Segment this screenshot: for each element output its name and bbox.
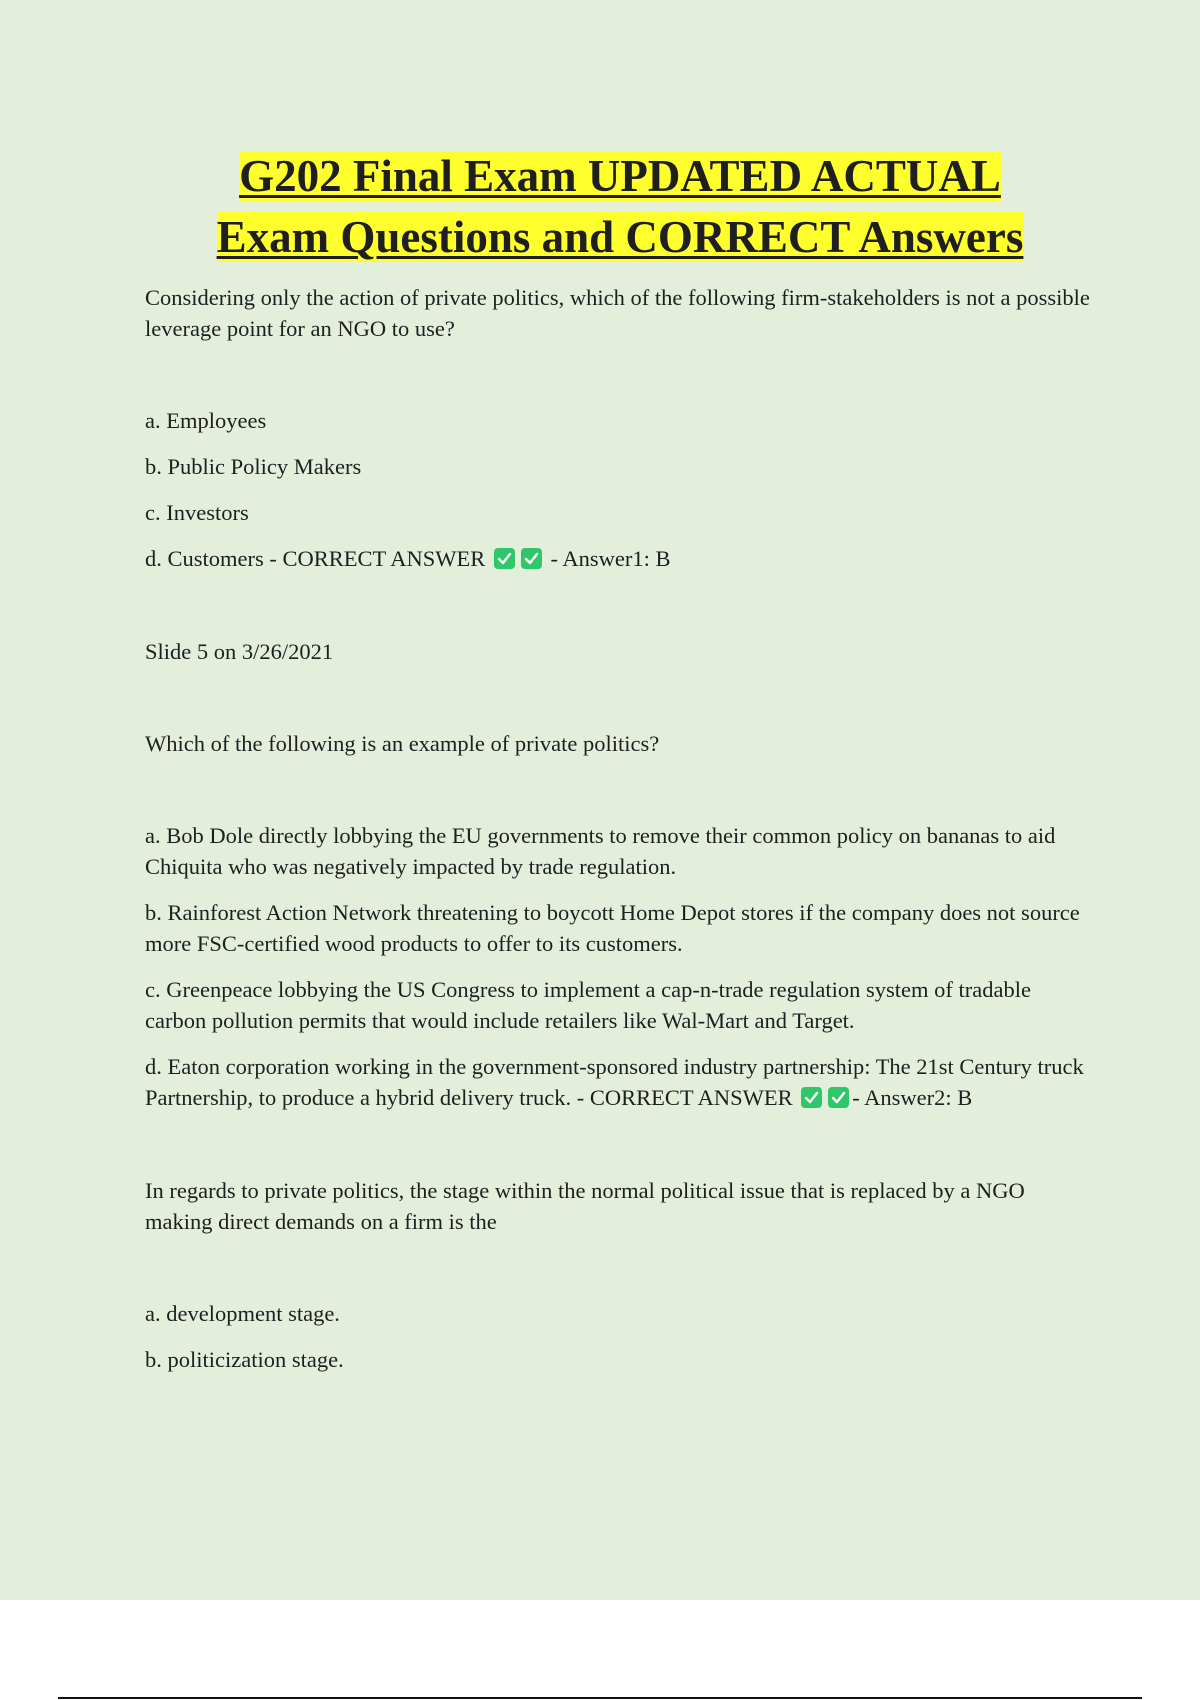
question-1-stem: Considering only the action of private politics, which of the following firm-stakeholders is not a possible leverage point for an NGO to use? [145,285,1090,341]
question-2-option-b: b. Rainforest Action Network threatening to boycott Home Depot stores if the company does not source more FSC-certified wood products to offer to its customers. [145,900,1080,956]
title-line-1: G202 Final Exam UPDATED ACTUAL [239,151,1001,201]
check-mark-icon [801,1087,822,1108]
document-title [145,146,1095,268]
question-3-option-a: a. development stage. [145,1301,340,1326]
question-1-option-d [145,543,1095,574]
question-1-slide-note: Slide 5 on 3/26/2021 [145,639,334,664]
question-2-answer-dash: - [852,1085,860,1110]
question-1-option-b: b. Public Policy Makers [145,454,362,479]
question-3-stem: In regards to private politics, the stage within the normal political issue that is replaced by a NGO making direct demands on a firm is the [145,1178,1025,1234]
question-1-answer: - Answer1: B [550,546,671,571]
title-line-2: Exam Questions and CORRECT Answers [216,212,1024,262]
question-2-answer: Answer2: B [864,1085,973,1110]
question-2-option-d-text: d. Eaton corporation working in the government-sponsored industry partnership: The 21st Century truck Partnership, to produce a hybrid delivery truck. - CORRECT ANSWER [145,1054,1084,1110]
question-2-option-c: c. Greenpeace lobbying the US Congress to implement a cap-n-trade regulation system of tradable carbon pollution permits that would include retailers like Wal-Mart and Target. [145,977,1031,1033]
check-mark-icon [494,548,515,569]
question-3-option-b: b. politicization stage. [145,1347,344,1372]
document-content [145,146,1095,1390]
question-2-stem: Which of the following is an example of private politics? [145,731,660,756]
question-1-option-d-text: d. Customers - CORRECT ANSWER [145,546,486,571]
question-1-option-c: c. Investors [145,500,249,525]
footer-divider [58,1697,1142,1699]
question-2-option-a: a. Bob Dole directly lobbying the EU governments to remove their common policy on bananas to aid Chiquita who was negatively impacted by trade regulation. [145,823,1056,879]
check-mark-icon [521,548,542,569]
check-mark-icon [828,1087,849,1108]
question-2-option-d [145,1051,1095,1113]
question-1-option-a: a. Employees [145,408,267,433]
